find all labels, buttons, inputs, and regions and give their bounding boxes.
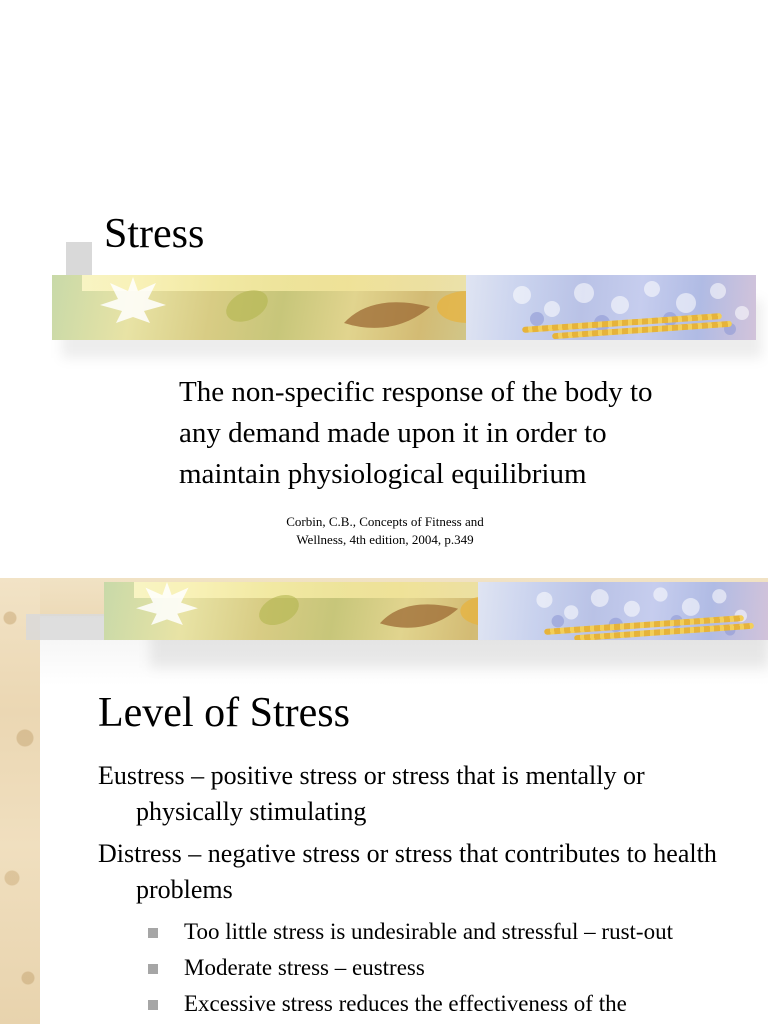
- decorative-banner: [104, 582, 768, 640]
- sub-list-item: [148, 914, 748, 950]
- autumn-leaf-icon: [342, 293, 432, 337]
- sub-list-item: [148, 950, 748, 986]
- sub-list-item: [148, 986, 748, 1022]
- paper-texture-side: [0, 578, 40, 1024]
- slide-title: Level of Stress: [98, 690, 350, 736]
- square-bullet-icon: [148, 964, 158, 974]
- slide-level-of-stress: [0, 578, 768, 1024]
- autumn-leaf-icon: [374, 596, 464, 636]
- decorative-banner: [52, 275, 756, 340]
- stress-levels-list: [98, 758, 748, 1022]
- maple-leaf-icon: [96, 277, 170, 339]
- square-bullet-icon: [148, 928, 158, 938]
- leaf-icon: [222, 283, 272, 329]
- maple-leaf-icon: [130, 582, 204, 640]
- square-bullet-icon: [148, 1000, 158, 1010]
- sub-list-item-text: Moderate stress – eustress: [184, 955, 425, 980]
- slide-title: Stress: [104, 211, 205, 257]
- sub-list-item-text: Too little stress is undesirable and stressful – rust-out: [184, 919, 673, 944]
- sub-list-container: [98, 914, 748, 1022]
- definition-text: The non-specific response of the body to any demand made upon it in order to maintain physiological equilibrium: [179, 376, 653, 490]
- sub-list-item-text: Excessive stress reduces the effectiveness of the: [184, 991, 627, 1016]
- leaf-icon: [254, 588, 304, 632]
- citation: Corbin, C.B., Concepts of Fitness and Wellness, 4th edition, 2004, p.349: [286, 514, 484, 547]
- list-item: Eustress – positive stress or stress that is mentally or physically stimulating: [98, 761, 645, 826]
- list-item: Distress – negative stress or stress that contributes to health problems: [98, 839, 717, 904]
- sub-list: [98, 914, 748, 1022]
